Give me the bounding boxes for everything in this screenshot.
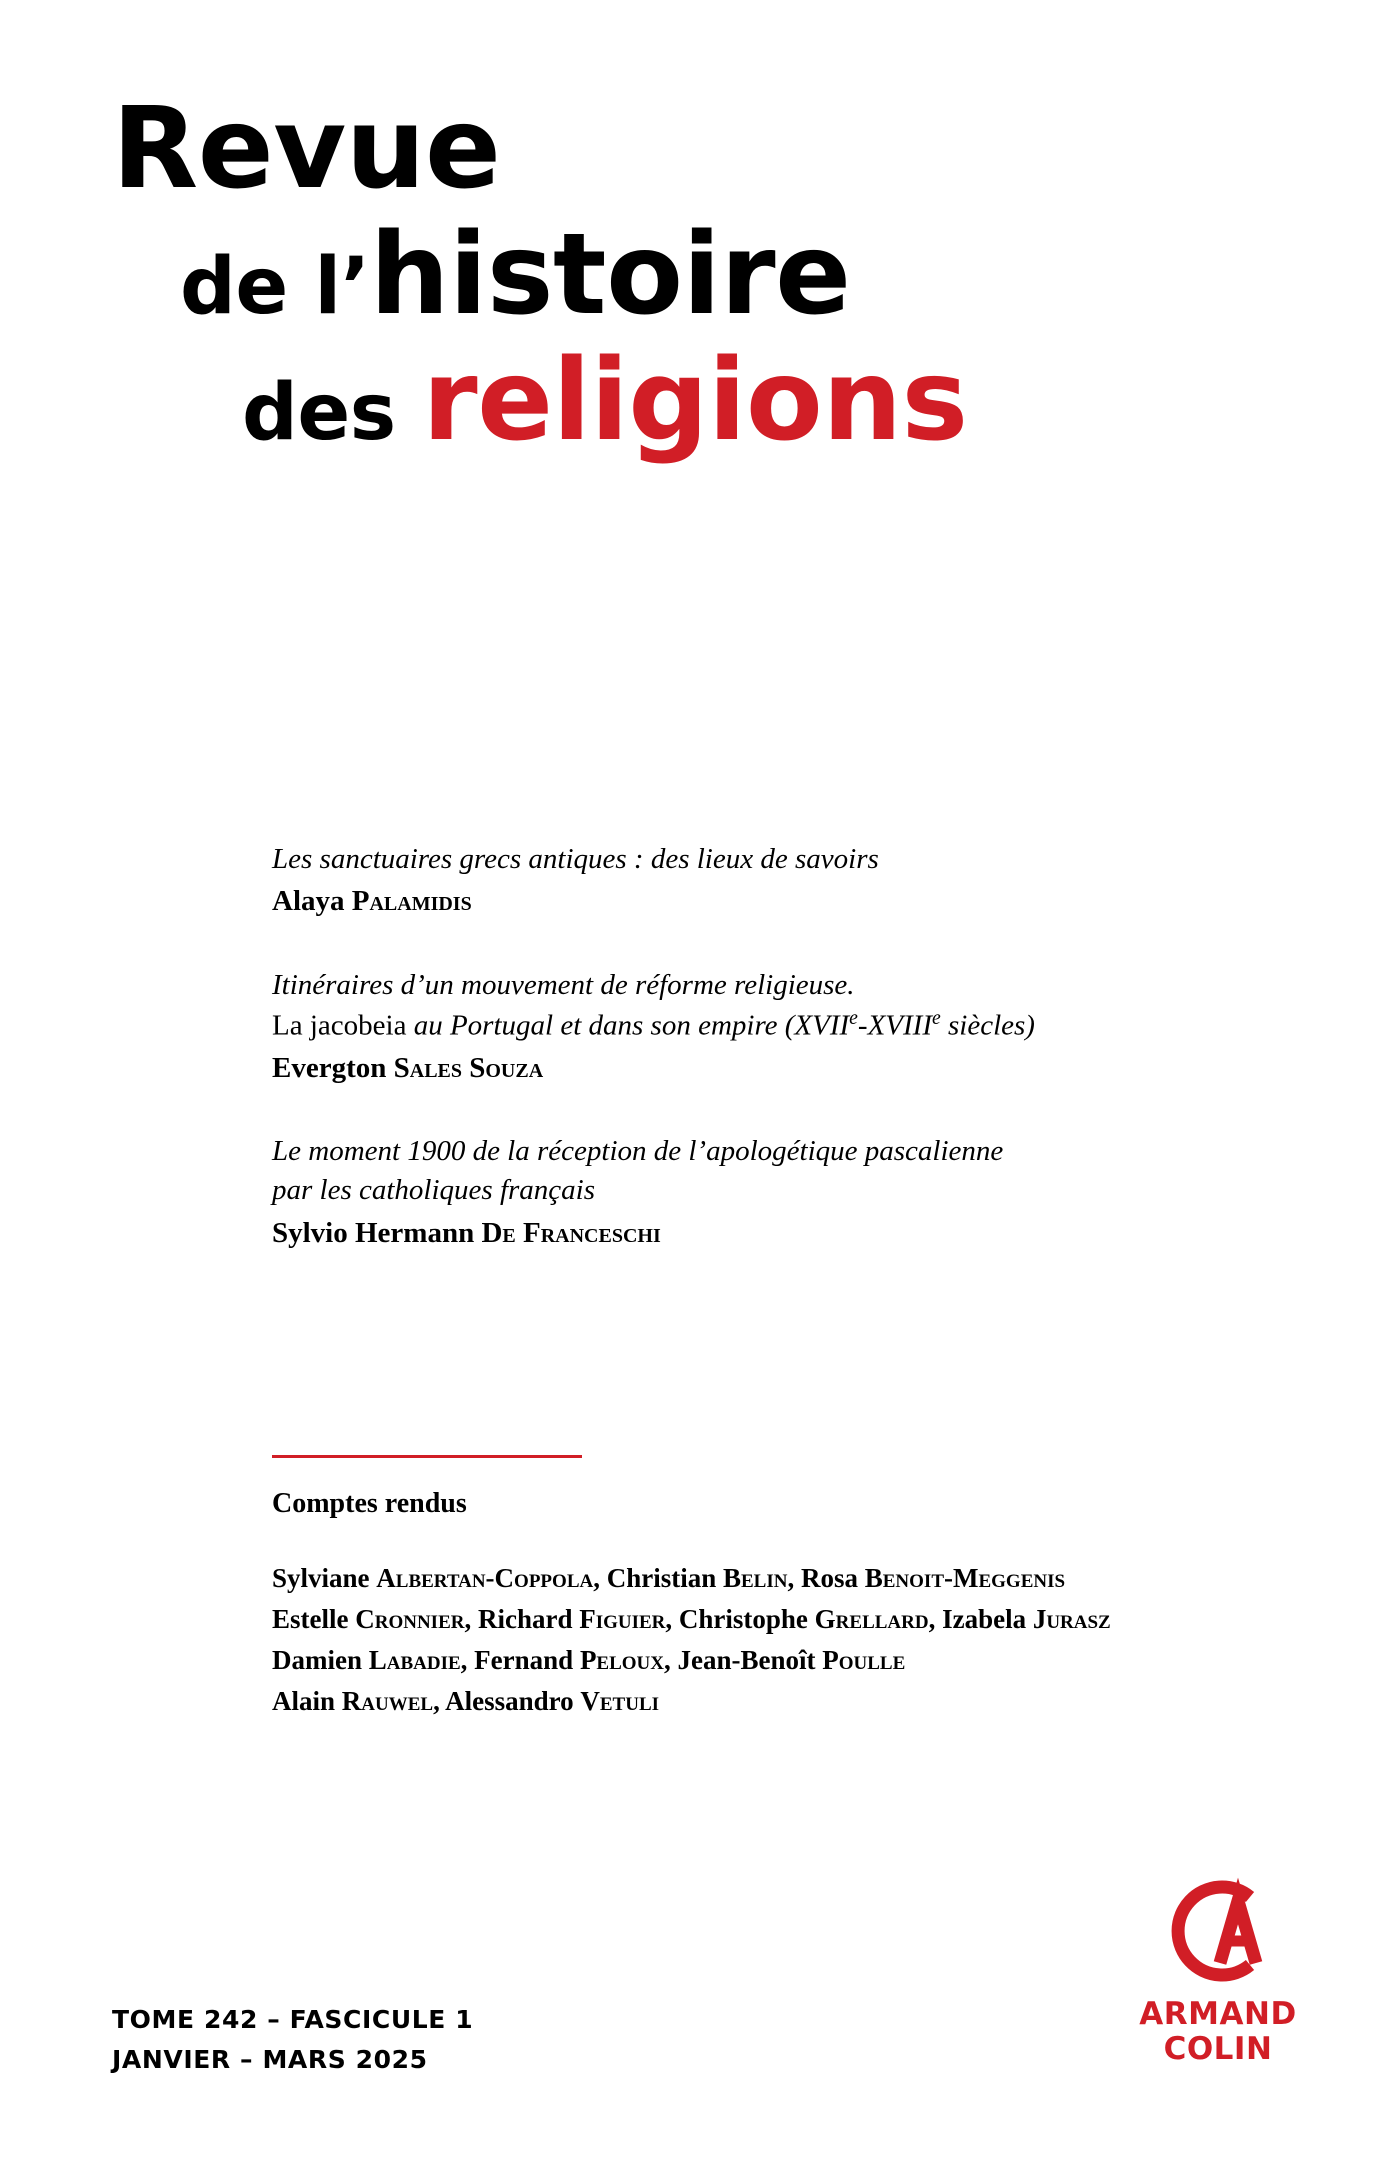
reviews-contributor-list (272, 1558, 1312, 1722)
armand-colin-monogram-icon (1158, 1875, 1278, 1987)
article-title-2-jacobeia: jacobeia (309, 1009, 407, 1042)
article-title-2-la: La (272, 1009, 310, 1042)
article-author-firstname-2: Evergton (272, 1051, 387, 1084)
reviewer-firstname: Alain (272, 1686, 342, 1717)
masthead-word-des: des (242, 367, 423, 458)
article-title-3-line2: par les catholiques français (272, 1174, 596, 1207)
masthead-word-revue: Revue (112, 84, 501, 214)
reviewer-firstname: , Rosa (787, 1563, 865, 1593)
article-title-1: Les sanctuaires grecs antiques : des lieux de savoirs (272, 843, 879, 875)
reviewer-firstname: Damien (272, 1645, 369, 1676)
table-of-contents (272, 840, 1292, 1297)
article-title-2-line2 (272, 1005, 1292, 1046)
reviewer-firstname: , Richard (464, 1604, 580, 1635)
masthead-line-revue (112, 84, 1212, 214)
reviews-line (272, 1640, 1312, 1681)
reviewer-lastname: Belin (723, 1563, 788, 1593)
reviews-line (272, 1681, 1312, 1722)
reviewer-lastname: Vetuli (580, 1686, 660, 1717)
masthead-line-histoire (180, 209, 1212, 340)
reviewer-lastname: Jurasz (1032, 1604, 1111, 1635)
article-title-2-line1: Itinéraires d’un mouvement de réforme religieuse. (272, 968, 855, 1001)
reviewer-firstname: Estelle (272, 1604, 356, 1635)
article-author-lastname-1: Palamidis (351, 885, 472, 918)
article-author-2 (272, 1048, 1292, 1089)
issue-volume-line: TOME 242 – FASCICULE 1 (112, 2005, 474, 2034)
reviews-heading: Comptes rendus (272, 1488, 467, 1519)
article-title-3-line1: Le moment 1900 de la réception de l’apologétique pascalienne (272, 1135, 1004, 1168)
reviewer-lastname: Figuier (579, 1604, 666, 1635)
article-author-3 (272, 1213, 1292, 1254)
article-author-1 (272, 881, 1292, 922)
reviewer-firstname: , Christophe (665, 1604, 815, 1635)
reviewer-lastname: Albertan-Coppola (376, 1563, 594, 1593)
reviewer-firstname: , Izabela (928, 1604, 1033, 1635)
reviewer-lastname: Rauwel (341, 1686, 434, 1717)
article-title-2-segment-b: au Portugal et dans son empire (XVII (406, 1009, 850, 1042)
masthead-word-religions: religions (422, 335, 968, 466)
article-title-2-segment-d: siècles) (940, 1009, 1035, 1042)
masthead-word-de-l: de l’ (180, 241, 370, 332)
article-author-lastname-2: Sales Souza (393, 1051, 544, 1084)
reviewer-lastname: Grellard (814, 1604, 929, 1635)
publisher-name (1138, 1997, 1298, 2066)
reviewer-lastname: Labadie (368, 1645, 461, 1676)
journal-masthead (112, 84, 1212, 466)
reviewer-lastname: Cronnier (355, 1604, 465, 1635)
reviewer-lastname: Benoit-Meggenis (864, 1563, 1066, 1593)
issue-information (112, 2000, 473, 2080)
article-author-lastname-3: De Franceschi (481, 1216, 661, 1249)
article-author-firstname-1: Alaya (272, 885, 345, 918)
article-entry-2 (272, 966, 1292, 1089)
reviewer-firstname: , Christian (593, 1563, 723, 1593)
article-title-2-sup-1: e (849, 1006, 858, 1029)
reviewer-firstname: , Fernand (460, 1645, 580, 1676)
reviews-line (272, 1599, 1312, 1640)
masthead-line-religions (242, 335, 1212, 466)
issue-date-line: JANVIER – MARS 2025 (112, 2045, 428, 2074)
publisher-name-line1: ARMAND (1139, 1996, 1297, 2032)
reviewer-lastname: Poulle (822, 1645, 906, 1676)
section-divider-rule (272, 1455, 582, 1458)
publisher-logo (1138, 1875, 1298, 2066)
reviews-section (272, 1488, 1312, 1722)
reviewer-firstname: , Alessandro (433, 1686, 581, 1717)
article-entry-1 (272, 840, 1292, 922)
article-title-2-sup-2: e (931, 1006, 941, 1029)
masthead-word-histoire: histoire (369, 209, 851, 340)
article-author-firstname-3: Sylvio Hermann (272, 1216, 475, 1249)
article-title-2-segment-c: -XVIII (857, 1009, 932, 1042)
reviews-line (272, 1558, 1312, 1599)
reviewer-firstname: Sylviane (272, 1563, 377, 1593)
publisher-name-line2: COLIN (1163, 2030, 1273, 2067)
article-entry-3 (272, 1132, 1292, 1253)
reviewer-firstname: , Jean-Benoît (664, 1645, 823, 1676)
reviewer-lastname: Peloux (579, 1645, 664, 1676)
